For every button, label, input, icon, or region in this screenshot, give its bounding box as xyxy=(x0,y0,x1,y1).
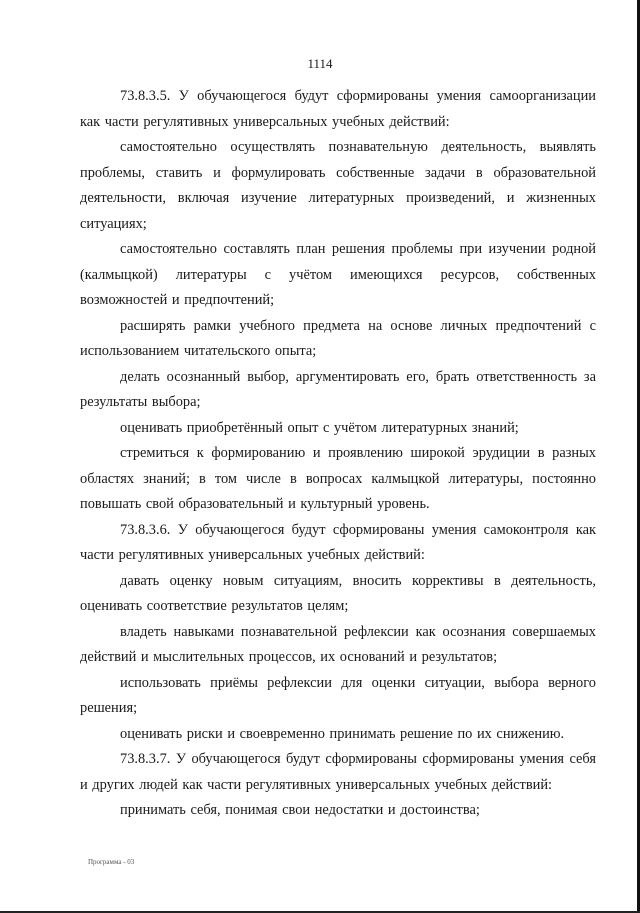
paragraph: оценивать риски и своевременно принимать решение по их снижению. xyxy=(120,725,565,742)
document-body xyxy=(80,84,596,824)
page-footer: Программа - 03 xyxy=(88,858,135,866)
paragraph-section-heading: 73.8.3.6. У обучающегося будут сформированы умения самоконтроля как части регулятивных универсальных учебных действий: xyxy=(80,521,596,563)
paragraph: использовать приёмы рефлексии для оценки ситуации, выбора верного решения; xyxy=(80,674,596,716)
paragraph: давать оценку новым ситуациям, вносить коррективы в деятельность, оценивать соответствие результатов целям; xyxy=(80,572,596,614)
paragraph: самостоятельно составлять план решения проблемы при изучении родной (калмыцкой) литературы с учётом имеющихся ресурсов, собственных возможностей и предпочтений; xyxy=(80,241,596,308)
paragraph: владеть навыками познавательной рефлексии как осознания совершаемых действий и мыслительных процессов, их оснований и результатов; xyxy=(80,623,596,665)
paragraph: расширять рамки учебного предмета на основе личных предпочтений с использованием читательского опыта; xyxy=(80,317,596,359)
paragraph: принимать себя, понимая свои недостатки и достоинства; xyxy=(120,802,480,818)
paragraph-section-heading: 73.8.3.5. У обучающегося будут сформированы умения самоорганизации как части регулятивных универсальных учебных действий: xyxy=(80,88,596,130)
paragraph: самостоятельно осуществлять познавательную деятельность, выявлять проблемы, ставить и формулировать собственные задачи в образовательной деятельности, включая изучение литературных произведений, и жизненных ситуациях; xyxy=(80,139,596,232)
paragraph: делать осознанный выбор, аргументировать его, брать ответственность за результаты выбора; xyxy=(80,368,596,410)
paragraph-section-heading: 73.8.3.7. У обучающегося будут сформированы сформированы умения себя и других людей как части регулятивных универсальных учебных действий: xyxy=(80,751,596,793)
page-number: 1114 xyxy=(307,56,333,71)
paragraph: стремиться к формированию и проявлению широкой эрудиции в разных областях знаний; в том числе в вопросах калмыцкой литературы, постоянно повышать свой образовательный и культурный уровень. xyxy=(80,445,596,512)
paragraph: оценивать приобретённый опыт с учётом литературных знаний; xyxy=(120,419,519,436)
